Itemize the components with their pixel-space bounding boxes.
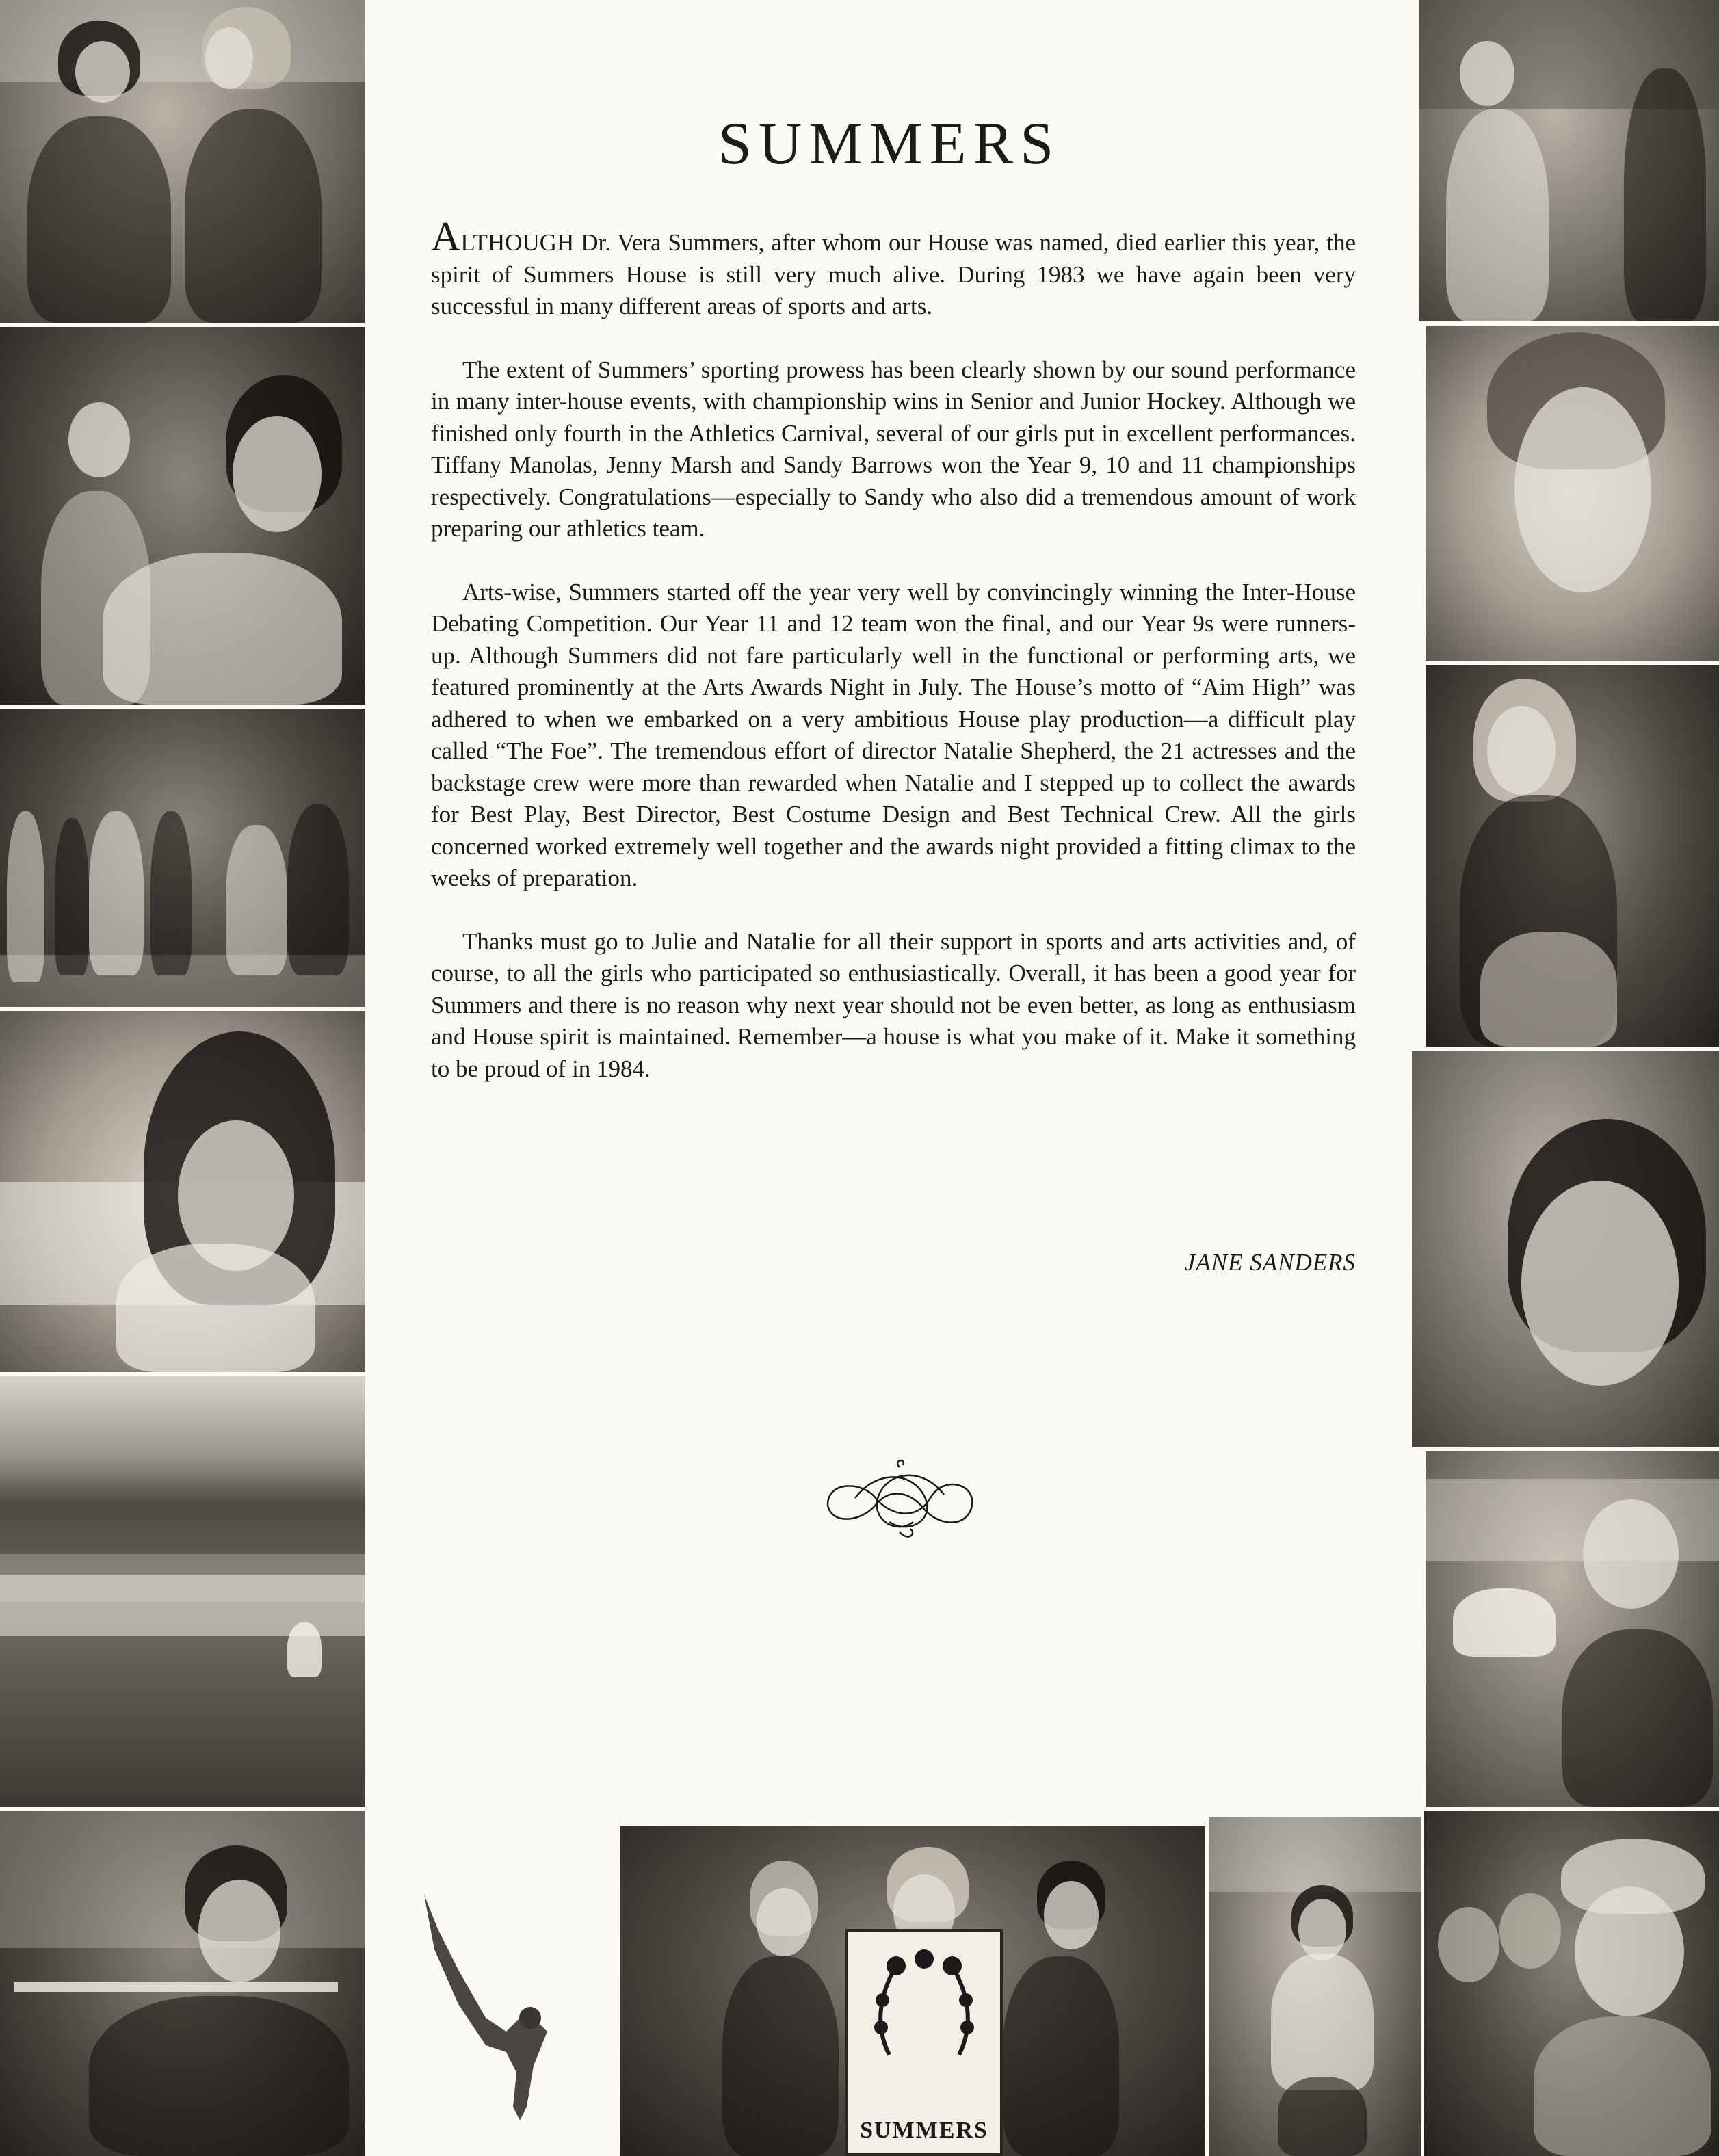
photo-girl-holding-award bbox=[1426, 665, 1719, 1047]
photo-costume-performers bbox=[1419, 0, 1719, 321]
drop-cap: A bbox=[431, 214, 461, 259]
article-paragraph: The extent of Summers’ sporting prowess has been clearly shown by our sound performance in many inter-house events, with championship wins in Senior and Junior Hockey. Although we finished only fourth in the Athletics Carnival, several of our girls put in excellent performances. Tiffany Manolas, Jenny Marsh and Sandy Barrows won the Year 9, 10 and 11 championships respectively. Congratulations—especially to Sandy who also did a tremendous amount of work preparing our athletics team. bbox=[431, 356, 1356, 542]
photo-girl-laughing-stage bbox=[0, 327, 365, 705]
article-paragraph bbox=[431, 214, 1356, 323]
flourish-ornament-icon bbox=[814, 1457, 985, 1546]
photo-girl-surprised bbox=[1426, 326, 1719, 661]
article-paragraph: Thanks must go to Julie and Natalie for all their support in sports and arts activities and, of course, to all the girls who participated so enthusiastically. Overall, it has been a good year for Summers and there is no reason why next year should not be even better, as long as enthusiasm and House spirit is maintained. Remember—a house is what you make of it. Make it something to be proud of in 1984. bbox=[431, 928, 1356, 1082]
laurel-wreath-icon bbox=[848, 1938, 1000, 2075]
photo-woman-serving-tray bbox=[1209, 1817, 1421, 2156]
photo-woman-megaphone bbox=[1426, 1451, 1719, 1807]
author-signature: JANE SANDERS bbox=[1184, 1249, 1356, 1276]
article-body bbox=[431, 214, 1356, 1116]
page-title: SUMMERS bbox=[718, 111, 1061, 177]
photo-two-women-costumes bbox=[0, 0, 365, 323]
photo-girl-smiling-portrait bbox=[1412, 1051, 1719, 1447]
photo-flute-player bbox=[0, 1811, 365, 2156]
summers-banner bbox=[845, 1929, 1003, 2156]
banner-label: SUMMERS bbox=[860, 2118, 988, 2143]
photo-stage-play-cast bbox=[0, 709, 365, 1007]
diver-silhouette-image bbox=[410, 1888, 575, 2134]
article-paragraph: Arts-wise, Summers started off the year very well by convincingly winning the Inter-House Debating Competition. Our Year 11 and 12 team won the final, and our Year 9s were runners-up. Although Summers did not fare particularly well in the functional or performing arts, we featured prominently at the Arts Awards Night in July. The House’s motto of “Aim High” was adhered to when we embarked on a very ambitious House play production—a difficult play called “The Foe”. The tremendous effort of director Natalie Shepherd, the 21 actresses and the backstage crew were more than rewarded when Natalie and I stepped up to collect the awards for Best Play, Best Director, Best Costume Design and Best Technical Crew. All the girls concerned worked extremely well together and the awards night provided a fitting climax to the weeks of preparation. bbox=[431, 578, 1356, 891]
photo-swimmers-hat bbox=[1424, 1811, 1719, 2156]
photo-girl-long-hair bbox=[0, 1011, 365, 1372]
photo-sports-parade-field bbox=[0, 1376, 365, 1807]
paragraph-text: LTHOUGH Dr. Vera Summers, after whom our House was named, died earlier this year, the spirit of Summers House is still very much alive. During 1983 we have again been very successful in many different areas of sports and arts. bbox=[431, 229, 1356, 319]
photo-three-girls-banner bbox=[620, 1826, 1205, 2156]
